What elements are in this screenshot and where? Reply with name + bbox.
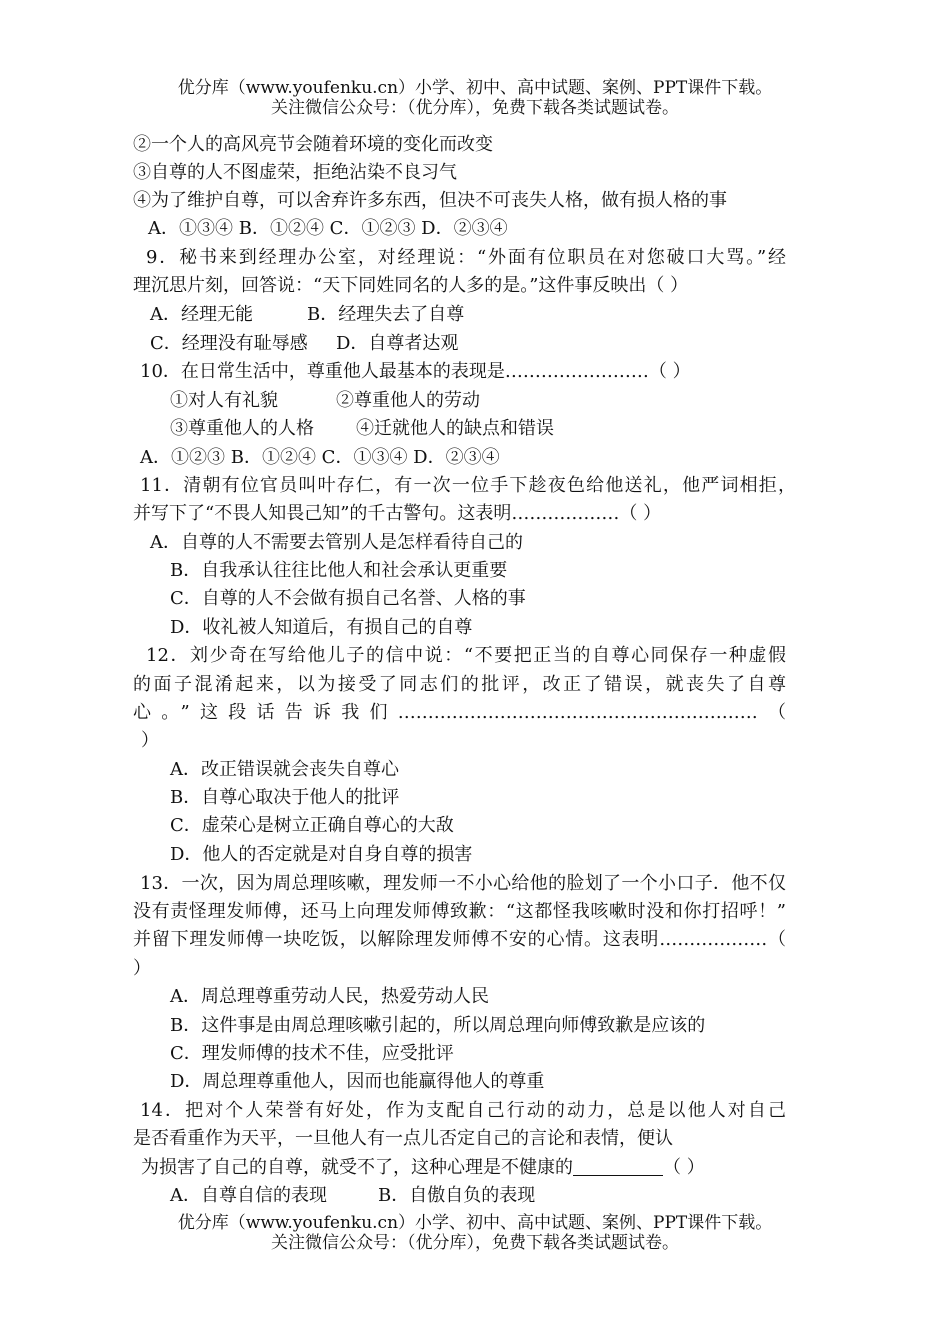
q11-option-d: D．收礼被人知道后，有损自己的自尊 (170, 617, 473, 638)
footer-line-2: 关注微信公众号：（优分库），免费下载各类试题试卷。 (271, 1233, 679, 1253)
q13-option-d: D．周总理尊重他人，因而也能赢得他人的尊重 (170, 1071, 545, 1092)
q12-option-b: B．自尊心取决于他人的批评 (170, 787, 400, 808)
q8-statement-4: ④为了维护自尊，可以舍弃许多东西，但决不可丧失人格，做有损人格的事 (133, 190, 727, 211)
q13-stem-line-3: 并留下理发师傅一块吃饭，以解除理发师傅不安的心情。这表明………………（ (133, 929, 786, 950)
q8-statement-2: ②一个人的高风亮节会随着环境的变化而改变 (133, 134, 493, 155)
q12-option-c: C．虚荣心是树立正确自尊心的大敌 (170, 815, 454, 836)
q9-stem-line-1: 9．秘书来到经理办公室，对经理说：“外面有位职员在对您破口大骂。”经 (146, 247, 786, 268)
q13-option-a: A．周总理尊重劳动人民，热爱劳动人民 (170, 986, 489, 1007)
q9-option-c: C．经理没有耻辱感 (150, 333, 308, 354)
q13-option-c: C．理发师傅的技术不佳，应受批评 (170, 1043, 454, 1064)
q13-option-b: B．这件事是由周总理咳嗽引起的，所以周总理向师傅致歉是应该的 (170, 1015, 706, 1036)
q9-stem-line-2: 理沉思片刻，回答说：“天下同姓同名的人多的是。”这件事反映出（ ） (133, 275, 689, 296)
q11-option-a: A．自尊的人不需要去管别人是怎样看待自己的 (150, 532, 523, 553)
q9-option-a: A．经理无能 (150, 304, 253, 325)
q11-stem-line-2: 并写下了“不畏人知畏己知”的千古警句。这表明………………（ ） (133, 503, 662, 524)
header-line-1: 优分库（www.youfenku.cn）小学、初中、高中试题、案例、PPT课件下载。 (177, 78, 773, 98)
q10-statement-1: ①对人有礼貌 (170, 390, 278, 411)
q12-option-d: D．他人的否定就是对自身自尊的损害 (170, 844, 473, 865)
q10-options: A．①②③ B．①②④ C．①③④ D．②③④ (140, 447, 500, 468)
q12-stem-line-3: 心。”这段话告诉我们……………………………………………………（ (133, 702, 786, 723)
q14-option-a: A．自尊自信的表现 (170, 1185, 327, 1206)
q14-answer-paren: （ ） (663, 1157, 705, 1178)
q12-stem-line-1: 12．刘少奇在写给他儿子的信中说：“不要把正当的自尊心同保存一种虚假 (146, 645, 786, 666)
q12-option-a: A．改正错误就会丧失自尊心 (170, 759, 399, 780)
q14-stem-line-1: 14．把对个人荣誉有好处，作为支配自己行动的动力，总是以他人对自己 (140, 1100, 786, 1121)
q11-option-c: C．自尊的人不会做有损自己名誉、人格的事 (170, 588, 526, 609)
q9-option-b: B．经理失去了自尊 (307, 304, 465, 325)
q14-stem-text: 为损害了自己的自尊，就受不了，这种心理是不健康的 (141, 1157, 573, 1178)
q14-stem-line-3 (141, 1155, 705, 1181)
q10-statement-3: ③尊重他人的人格 (170, 418, 314, 439)
footer-line-1: 优分库（www.youfenku.cn）小学、初中、高中试题、案例、PPT课件下载。 (177, 1213, 773, 1233)
q12-stem-line-4: ） (141, 730, 159, 751)
q13-stem-line-1: 13．一次，因为周总理咳嗽，理发师一不小心给他的脸划了一个小口子．他不仅 (140, 873, 786, 894)
q10-stem: 10．在日常生活中，尊重他人最基本的表现是……………………（ ） (140, 361, 691, 382)
q13-stem-line-2: 没有责怪理发师傅，还马上向理发师傅致歉：“这都怪我咳嗽时没和你打招呼！” (133, 901, 786, 922)
answer-blank (573, 1157, 663, 1176)
header-line-2: 关注微信公众号：（优分库），免费下载各类试题试卷。 (271, 98, 679, 118)
q8-options: A．①③④ B．①②④ C．①②③ D．②③④ (148, 218, 508, 239)
q9-option-d: D．自尊者达观 (336, 333, 459, 354)
q8-statement-3: ③自尊的人不图虚荣，拒绝沾染不良习气 (133, 162, 457, 183)
q14-option-b: B．自傲自负的表现 (378, 1185, 536, 1206)
q14-stem-line-2: 是否看重作为天平，一旦他人有一点儿否定自己的言论和表情，便认 (133, 1128, 673, 1149)
q11-stem-line-1: 11．清朝有位官员叫叶存仁，有一次一位手下趁夜色给他送礼，他严词相拒， (140, 475, 796, 496)
q11-option-b: B．自我承认往往比他人和社会承认更重要 (170, 560, 508, 581)
q10-statement-2: ②尊重他人的劳动 (336, 390, 480, 411)
q13-stem-line-4: ） (133, 958, 151, 979)
q12-stem-line-2: 的面子混淆起来，以为接受了同志们的批评，改正了错误，就丧失了自尊 (133, 674, 786, 695)
q10-statement-4: ④迁就他人的缺点和错误 (356, 418, 554, 439)
